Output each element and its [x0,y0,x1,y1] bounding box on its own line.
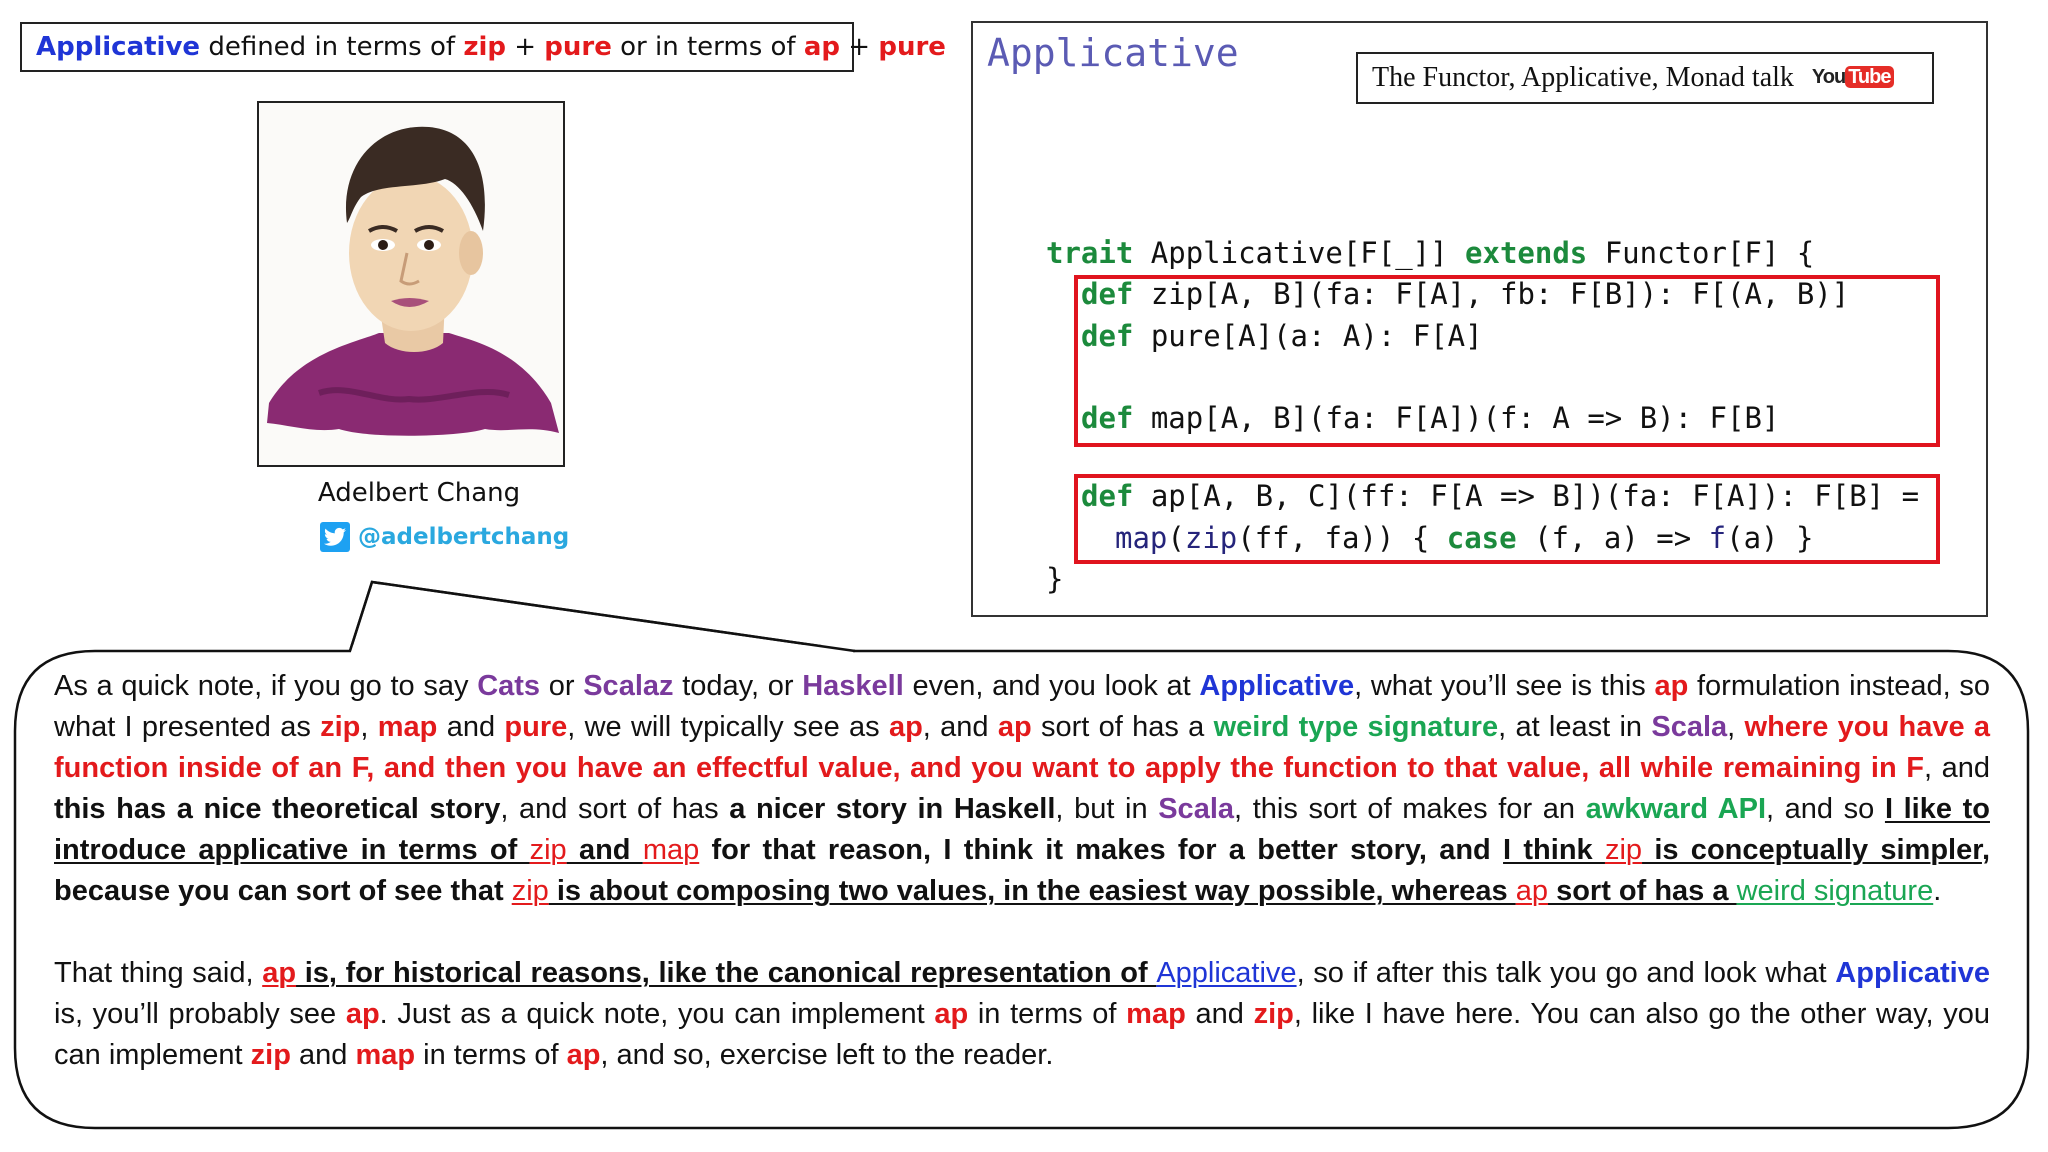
header-ap: ap [803,32,841,62]
header-text-1: defined in terms of [200,32,464,62]
quote-paragraph-1: As a quick note, if you go to say Cats or Scalaz today, or Haskell even, and you look at Applicative, what you’ll see is this ap formulation instead, so what I presented as zip, map and pure, we will typically see as ap, and ap sort of has a weird type signature, at least in Scala, where you have a function inside of an F, and then you have an effectful value, and you want to apply the function to that value, all while remaining in F, and this has a nice theoretical story, and sort of has a nicer story in Haskell, but in Scala, this sort of makes for an awkward API, and so I like to introduce applicative in terms of zip and map for that reason, I think it makes for a better story, and I think zip is conceptually simpler, because you can sort of see that zip is about composing two values, in the easiest way possible, whereas ap sort of has a weird signature. [54,670,1991,907]
youtube-tube: Tube [1845,66,1893,88]
header-plus-1: + [505,32,545,62]
header-applicative: Applicative [36,32,201,62]
code-line-ap: def ap[A, B, C](ff: F[A => B])(fa: F[A]): F[B] = [1081,479,1920,513]
code-line-zip: def zip[A, B](fa: F[A], fb: F[B]): F[(A, B)] [1081,277,1850,311]
code-line-trait: trait Applicative[F[_]] extends Functor[F] { [1046,236,1815,270]
header-zip: zip [463,32,506,62]
author-name: Adelbert Chang [317,478,521,508]
talk-title: The Functor, Applicative, Monad talk [1372,62,1794,93]
youtube-you: You [1811,65,1846,88]
code-line-ap-body: map(zip(ff, fa)) { case (f, a) => f(a) } [1115,521,1814,555]
quote-paragraph-2: That thing said, ap is, for historical reasons, like the canonical representation of Applicative, so if after this talk you go and look what Applicative is, you’ll probably see ap. Just as a quick note, you can implement ap in terms of map and zip, like I have here. You can also go the other way, you can implement zip and map in terms of ap, and so, exercise left to the reader. [54,957,1990,1071]
header-pure-2: pure [878,32,946,62]
header-pure-1: pure [544,32,612,62]
header-text-2: or in terms of [611,32,804,62]
code-line-pure: def pure[A](a: A): F[A] [1081,319,1483,353]
quote-text [54,666,1990,1076]
header-plus-2: + [840,32,879,62]
code-line-map: def map[A, B](fa: F[A])(f: A => B): F[B] [1081,401,1780,435]
code-line-close: } [1046,562,1064,596]
slide-title: Applicative [987,31,1239,75]
twitter-handle: @adelbertchang [358,524,570,550]
